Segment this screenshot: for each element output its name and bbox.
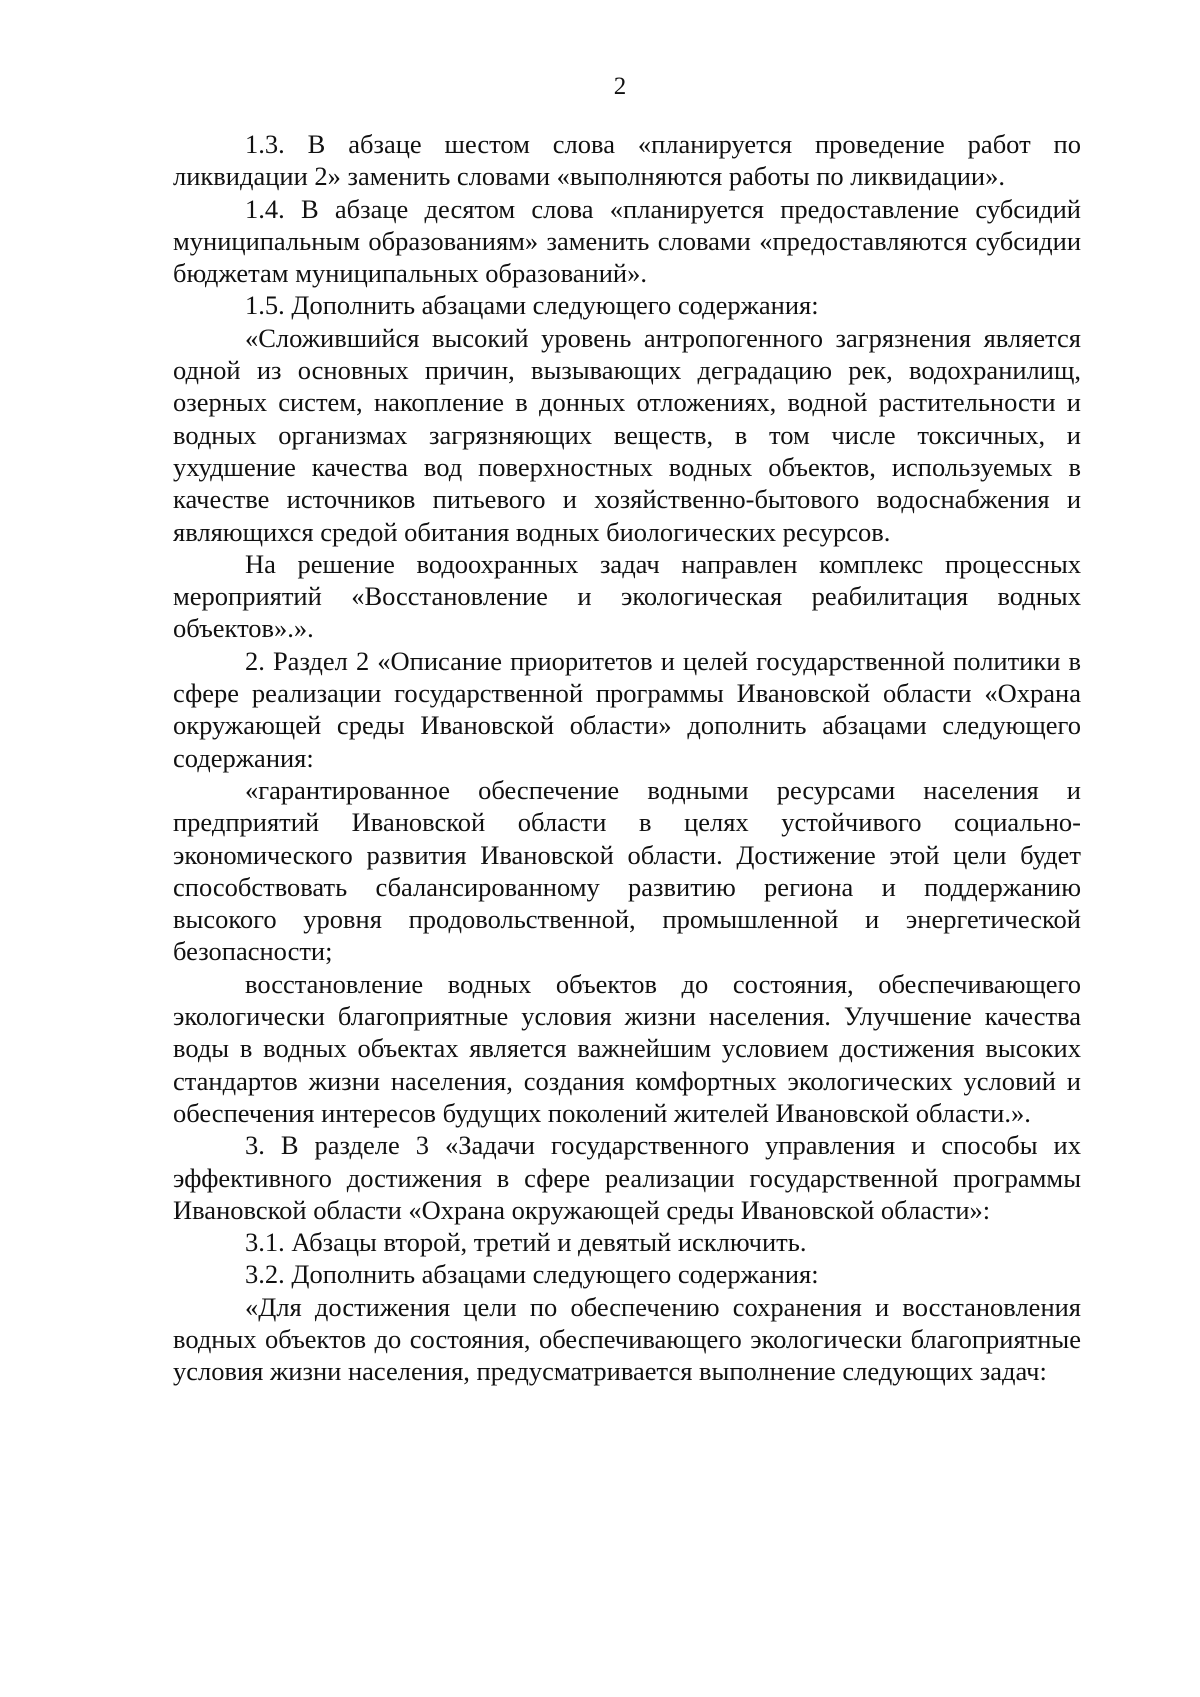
page-number: 2 <box>613 73 627 100</box>
document-body <box>173 128 1081 1388</box>
paragraph-3-2: 3.2. Дополнить абзацами следующего содержания: <box>245 1259 819 1290</box>
quoted-paragraph-pollution: «Сложившийся высокий уровень антропогенного загрязнения является одной из основных причин, вызывающих деградацию рек, водохранилищ, озерных систем, накопление в донных отложениях, водной растительности и водных организмах загрязняющих веществ, в том числе токсичных, и ухудшение качества вод поверхностных водных объектов, используемых в качестве источников питьевого и хозяйственно-бытового водоснабжения и являющихся средой обитания водных биологических ресурсов. <box>173 322 1081 547</box>
quoted-paragraph-water-supply: «гарантированное обеспечение водными ресурсами населения и предприятий Ивановской области в целях устойчивого социально-экономического развития Ивановской области. Достижение этой цели будет способствовать сбалансированному развитию региона и поддержанию высокого уровня продовольственной, промышленной и энергетической безопасности; <box>173 774 1081 967</box>
paragraph-1-5: 1.5. Дополнить абзацами следующего содержания: <box>245 290 819 321</box>
quoted-paragraph-tasks: «Для достижения цели по обеспечению сохранения и восстановления водных объектов до состояния, обеспечивающего экологически благоприятные условия жизни населения, предусматривается выполнение следующих задач: <box>173 1291 1081 1387</box>
paragraph-2: 2. Раздел 2 «Описание приоритетов и целей государственной политики в сфере реализации государственной программы Ивановской области «Охрана окружающей среды Ивановской области» дополнить абзацами следующего содержания: <box>173 645 1081 773</box>
paragraph-3: 3. В разделе 3 «Задачи государственного управления и способы их эффективного достижения в сфере реализации государственной программы Ивановской области «Охрана окружающей среды Ивановской области»: <box>173 1130 1081 1225</box>
quoted-paragraph-restoration: восстановление водных объектов до состояния, обеспечивающего экологически благоприятные условия жизни населения. Улучшение качества воды в водных объектах является важнейшим условием достижения высоких стандартов жизни населения, создания комфортных экологических условий и обеспечения интересов будущих поколений жителей Ивановской области.». <box>173 968 1081 1128</box>
paragraph-1-4: 1.4. В абзаце десятом слова «планируется предоставление субсидий муниципальным образованиям» заменить словами «предоставляются субсидии бюджетам муниципальных образований». <box>173 193 1081 289</box>
paragraph-1-3: 1.3. В абзаце шестом слова «планируется проведение работ по ликвидации 2» заменить словами «выполняются работы по ликвидации». <box>173 129 1081 192</box>
paragraph-3-1: 3.1. Абзацы второй, третий и девятый исключить. <box>245 1227 807 1258</box>
quoted-paragraph-water-protection: На решение водоохранных задач направлен комплекс процессных мероприятий «Восстановление и экологическая реабилитация водных объектов».». <box>173 548 1081 644</box>
